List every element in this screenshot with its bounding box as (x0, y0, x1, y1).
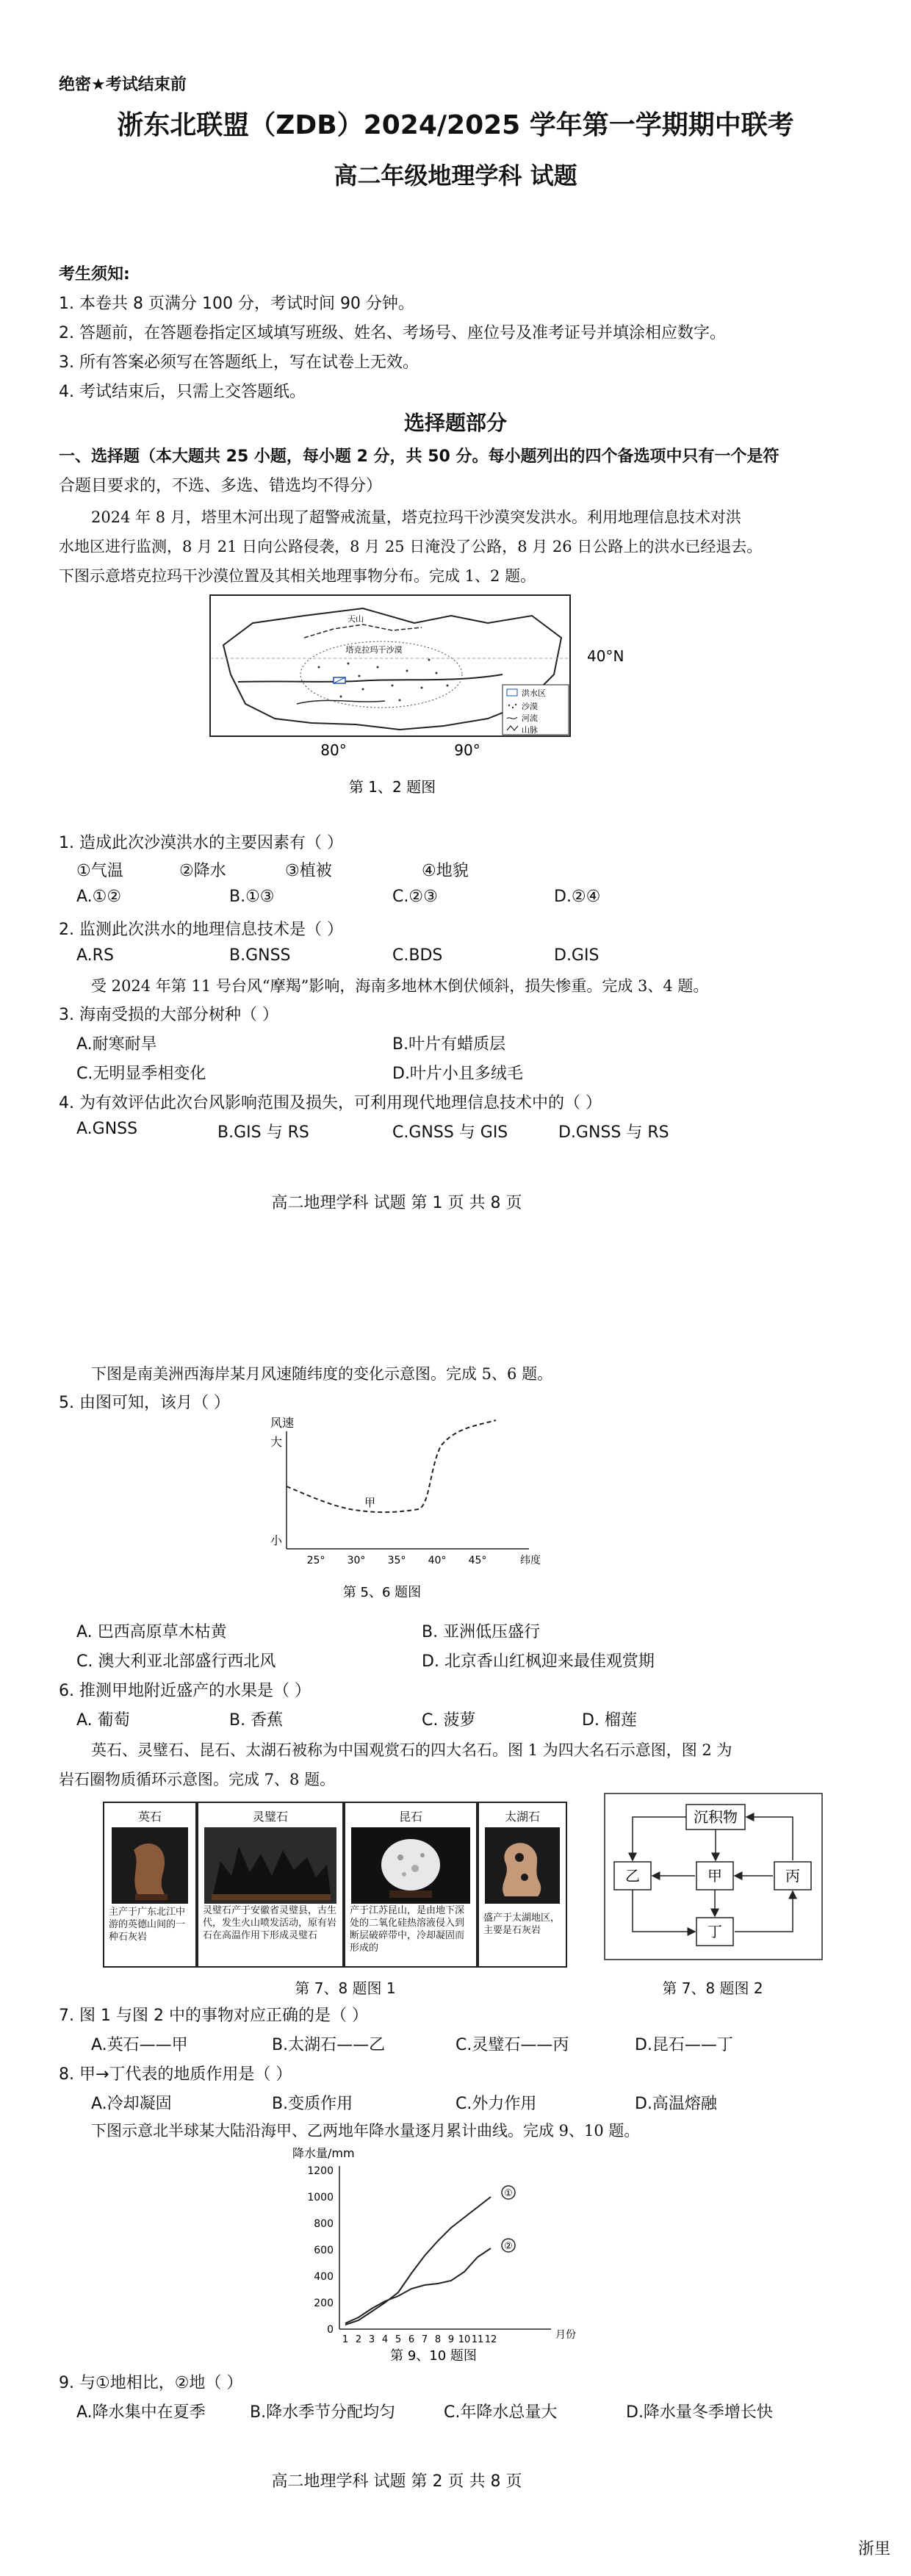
q9-option-c[interactable]: C.年降水总量大 (444, 2403, 558, 2422)
stone-desc: 主产于广东北江中游的英德山间的一种石灰岩 (109, 1907, 186, 1943)
stone-card-taihu (478, 1802, 567, 1968)
precip-chart (287, 2145, 595, 2366)
fig78-caption-2: 第 7、8 题图 2 (662, 1979, 763, 1997)
q6-option-b[interactable]: B. 香蕉 (229, 1711, 284, 1730)
section-intro (59, 442, 860, 472)
stone-name: 太湖石 (504, 1810, 540, 1824)
q2-option-a[interactable]: A.RS (76, 946, 114, 965)
stone-desc: 灵璧石产于安徽省灵璧县，古生代，发生火山喷发活动，原有岩石在高温作用下形成灵璧石 (203, 1905, 337, 1941)
q1-option-d[interactable]: D.②④ (554, 888, 601, 906)
legend-flood-swatch (507, 689, 517, 696)
precip-y-tick: 200 (314, 2298, 334, 2309)
q7-option-d[interactable]: D.昆石——丁 (635, 2036, 733, 2054)
legend-flood: 洪水区 (522, 688, 546, 698)
lat-label: 40°N (587, 647, 624, 665)
wind-x-tick: 45° (468, 1555, 487, 1566)
q5-option-c[interactable]: C. 澳大利亚北部盛行西北风 (76, 1652, 276, 1671)
wind-x-tick: 25° (306, 1555, 325, 1566)
precip-x-tick: 10 (458, 2334, 471, 2345)
q7-stem: 7. 图 1 与图 2 中的事物对应正确的是（ ） (59, 2007, 368, 2025)
wind-x-tick: 40° (428, 1555, 447, 1566)
map-caption: 第 1、2 题图 (348, 778, 436, 796)
passage1-line: 2024 年 8 月，塔里木河出现了超警戒流量，塔克拉玛干沙漠突发洪水。利用地理信息技术对洪 (91, 508, 741, 526)
precip-caption: 第 9、10 题图 (390, 2348, 477, 2364)
y-bottom-label: 小 (270, 1533, 283, 1547)
precip-x-tick: 3 (368, 2334, 375, 2345)
q9-option-a[interactable]: A.降水集中在夏季 (76, 2403, 206, 2422)
legend-mtn: 山脉 (522, 725, 538, 735)
precip-x-tick: 9 (447, 2334, 455, 2345)
x-axis-label: 纬度 (520, 1555, 541, 1566)
passage1-line: 水地区进行监测，8 月 21 日向公路侵袭，8 月 25 日淹没了公路，8 月 26 日公路上的洪水已经退去。 (59, 538, 763, 555)
stone-card-ying (103, 1802, 197, 1968)
q1-option-a[interactable]: A.①② (76, 888, 122, 906)
node-jia-label: 甲 (707, 1867, 722, 1885)
q1-item: ③植被 (285, 862, 332, 880)
precip-x-tick: 7 (421, 2334, 428, 2345)
q8-stem: 8. 甲→丁代表的地质作用是（ ） (59, 2065, 292, 2084)
q4-option-b[interactable]: B.GIS 与 RS (217, 1123, 309, 1142)
precip-xunit: 月份 (555, 2329, 576, 2341)
q4-option-d[interactable]: D.GNSS 与 RS (558, 1123, 669, 1142)
stone-image-ying (104, 1824, 195, 1907)
stone-card-kun (344, 1802, 478, 1968)
q3-option-a[interactable]: A.耐寒耐旱 (76, 1035, 157, 1054)
passage4-line: 英石、灵璧石、昆石、太湖石被称为中国观赏石的四大名石。图 1 为四大名石示意图，图 2 为 (91, 1741, 732, 1759)
q4-stem: 4. 为有效评估此次台风影响范围及损失，可利用现代地理信息技术中的（ ） (59, 1094, 602, 1112)
precip-x-tick: 5 (395, 2334, 402, 2345)
q3-option-d[interactable]: D.叶片小且多绒毛 (392, 1065, 523, 1083)
page-footer-2: 高二地理学科 试题 第 2 页 共 8 页 (271, 2472, 522, 2491)
wind-curve (287, 1420, 496, 1512)
q5-option-b[interactable]: B. 亚洲低压盛行 (422, 1623, 541, 1641)
series-1-label: ① (504, 2188, 513, 2199)
q3-option-b[interactable]: B.叶片有蜡质层 (392, 1035, 506, 1054)
stone-desc: 产于江苏昆山，是由地下深处的二氧化硅热溶液侵入到断层破碎带中，冷却凝固而形成的 (350, 1905, 465, 1954)
q2-option-d[interactable]: D.GIS (554, 946, 599, 965)
precip-x-tick: 6 (408, 2334, 415, 2345)
stone-image-kun (345, 1824, 476, 1907)
exam-title: 浙东北联盟（ZDB）2024/2025 学年第一学期期中联考 (117, 110, 794, 140)
series-2-label: ② (504, 2241, 513, 2252)
q8-option-c[interactable]: C.外力作用 (455, 2095, 537, 2113)
node-bing-label: 丙 (785, 1867, 800, 1885)
point-label-jia: 甲 (364, 1496, 376, 1509)
node-yi-label: 乙 (625, 1867, 640, 1885)
q6-option-a[interactable]: A. 葡萄 (76, 1711, 130, 1730)
exam-subtitle: 高二年级地理学科 试题 (334, 162, 577, 190)
lon-label-90: 90° (454, 741, 480, 759)
precip-x-tick: 12 (484, 2334, 497, 2345)
q2-stem: 2. 监测此次洪水的地理信息技术是（ ） (59, 921, 343, 939)
y-top-label: 大 (270, 1435, 283, 1449)
q9-option-b[interactable]: B.降水季节分配均匀 (250, 2403, 396, 2422)
fig78-caption-1: 第 7、8 题图 1 (295, 1979, 396, 1997)
section-title: 选择题部分 (403, 411, 507, 435)
q5-option-a[interactable]: A. 巴西高原草木枯黄 (76, 1623, 227, 1641)
legend-desert: 沙漠 (522, 702, 538, 711)
q3-stem: 3. 海南受损的大部分树种（ ） (59, 1006, 278, 1024)
stone-name: 昆石 (398, 1810, 422, 1824)
q5-option-d[interactable]: D. 北京香山红枫迎来最佳观赏期 (422, 1652, 655, 1671)
secret-label: 绝密★考试结束前 (59, 76, 187, 94)
wind-x-tick: 30° (347, 1555, 366, 1566)
q4-option-a[interactable]: A.GNSS (76, 1120, 138, 1138)
q2-option-b[interactable]: B.GNSS (229, 946, 291, 965)
q1-stem: 1. 造成此次沙漠洪水的主要因素有（ ） (59, 834, 343, 852)
precip-y-tick: 0 (327, 2324, 334, 2336)
q8-option-d[interactable]: D.高温熔融 (635, 2095, 717, 2113)
precip-x-tick: 1 (342, 2334, 349, 2345)
q1-item: ①气温 (76, 862, 123, 880)
q7-option-b[interactable]: B.太湖石——乙 (272, 2036, 386, 2054)
lon-label-80: 80° (320, 741, 347, 759)
precip-y-tick: 1200 (307, 2165, 334, 2177)
wind-x-tick: 35° (387, 1555, 406, 1566)
taklimakan-map (209, 594, 679, 796)
notice-heading: 考生须知: (59, 265, 130, 284)
notice-item: 2. 答题前，在答题卷指定区域填写班级、姓名、考场号、座位号及准考证号并填涂相应数字。 (59, 324, 726, 342)
q7-option-a[interactable]: A.英石——甲 (91, 2036, 188, 2054)
notice-item: 1. 本卷共 8 页满分 100 分，考试时间 90 分钟。 (59, 295, 414, 313)
q4-option-c[interactable]: C.GNSS 与 GIS (392, 1123, 508, 1142)
q6-option-d[interactable]: D. 榴莲 (582, 1711, 637, 1730)
q1-option-c[interactable]: C.②③ (392, 888, 438, 906)
passage3: 下图是南美洲西海岸某月风速随纬度的变化示意图。完成 5、6 题。 (91, 1365, 553, 1383)
q9-stem: 9. 与①地相比，②地（ ） (59, 2374, 243, 2392)
mountain-label: 天山 (348, 614, 364, 624)
q7-option-c[interactable]: C.灵璧石——丙 (455, 2036, 569, 2054)
legend-river: 河流 (522, 713, 538, 723)
wind-chart-caption: 第 5、6 题图 (342, 1585, 422, 1600)
q8-option-a[interactable]: A.冷却凝固 (91, 2095, 172, 2113)
precip-x-tick: 4 (381, 2334, 389, 2345)
precip-y-tick: 600 (314, 2245, 334, 2256)
series-1-line (345, 2197, 491, 2325)
precip-x-tick: 2 (355, 2334, 362, 2345)
q5-stem: 5. 由图可知，该月（ ） (59, 1394, 230, 1412)
passage1-line: 下图示意塔克拉玛干沙漠位置及其相关地理事物分布。完成 1、2 题。 (59, 567, 536, 585)
q6-option-c[interactable]: C. 菠萝 (422, 1711, 476, 1730)
wind-speed-chart (242, 1417, 580, 1608)
q8-option-b[interactable]: B.变质作用 (272, 2095, 353, 2113)
q9-option-d[interactable]: D.降水量冬季增长快 (626, 2403, 773, 2422)
q2-option-c[interactable]: C.BDS (392, 946, 443, 965)
q1-item: ②降水 (179, 862, 226, 880)
y-axis-label: 风速 (270, 1417, 295, 1430)
corner-mark: 浙里 (858, 2540, 891, 2558)
node-ding-label: 丁 (707, 1923, 722, 1940)
stone-name: 英石 (137, 1810, 162, 1824)
q1-option-b[interactable]: B.①③ (229, 888, 275, 906)
passage4-line: 岩石圈物质循环示意图。完成 7、8 题。 (59, 1771, 336, 1788)
stone-image-lingbi (198, 1824, 342, 1907)
page-footer-1: 高二地理学科 试题 第 1 页 共 8 页 (271, 1194, 522, 1212)
rock-cycle-diagram (604, 1793, 824, 1962)
passage2: 受 2024 年第 11 号台风“摩羯”影响，海南多地林木倒伏倾斜，损失惨重。完成 3、4 题。 (91, 977, 709, 995)
section-intro-line1: 一、选择题（本大题共 25 小题，每小题 2 分，共 50 分。每小题列出的四个备选项中只有一个是符 (59, 447, 779, 466)
q1-item: ④地貌 (422, 862, 469, 880)
precip-y-tick: 400 (314, 2271, 334, 2283)
precip-y-tick: 1000 (307, 2192, 334, 2203)
stone-card-lingbi (197, 1802, 344, 1968)
precip-ylabel: 降水量/mm (292, 2146, 355, 2160)
notice-item: 4. 考试结束后，只需上交答题纸。 (59, 383, 306, 401)
precip-x-tick: 8 (434, 2334, 442, 2345)
desert-label: 塔克拉玛干沙漠 (345, 645, 403, 655)
precip-y-tick: 800 (314, 2218, 334, 2230)
section-intro-line2: 合题目要求的，不选、多选、错选均不得分） (59, 477, 383, 495)
passage5: 下图示意北半球某大陆沿海甲、乙两地年降水量逐月累计曲线。完成 9、10 题。 (91, 2122, 640, 2140)
precip-x-tick: 11 (471, 2334, 484, 2345)
stone-name: 灵璧石 (252, 1810, 288, 1824)
q6-stem: 6. 推测甲地附近盛产的水果是（ ） (59, 1682, 311, 1700)
stone-desc: 盛产于太湖地区，主要是石灰岩 (483, 1913, 561, 1936)
stone-image-taihu (479, 1824, 566, 1907)
series-2-line (345, 2248, 491, 2323)
q3-option-c[interactable]: C.无明显季相变化 (76, 1065, 206, 1083)
node-sediment-label: 沉积物 (694, 1808, 738, 1826)
notice-item: 3. 所有答案必须写在答题纸上，写在试卷上无效。 (59, 353, 419, 372)
